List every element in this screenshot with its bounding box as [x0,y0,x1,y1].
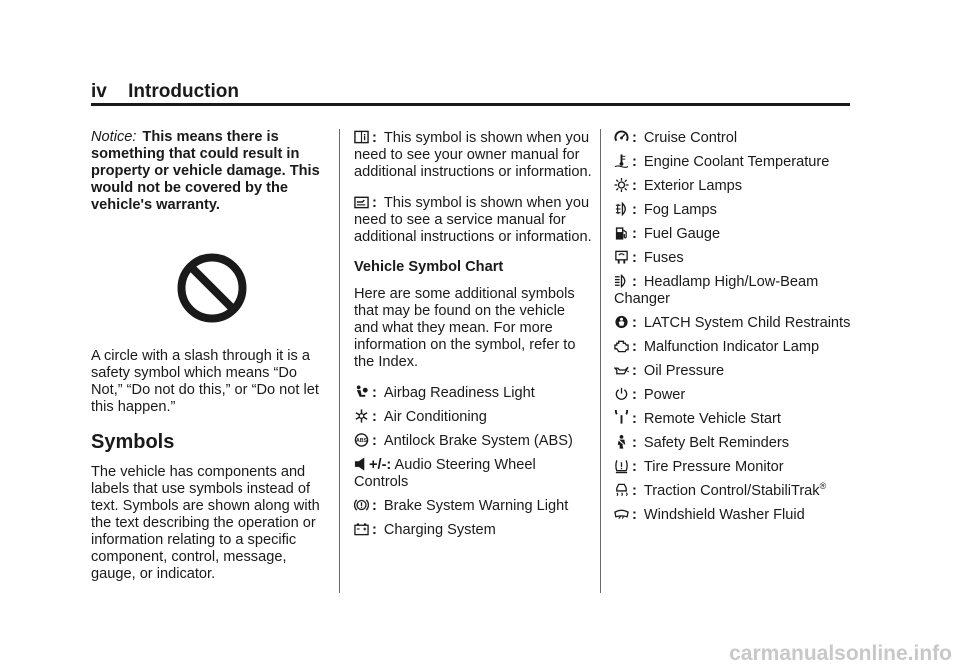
symbol-item: : Airbag Readiness Light [354,384,592,402]
seatbelt-icon [614,434,629,450]
column-3 [614,129,852,530]
tire-pressure-icon [614,458,629,474]
column-divider [339,129,340,593]
symbol-item: : Remote Vehicle Start [614,410,852,428]
symbol-item: : Exterior Lamps [614,177,852,195]
symbol-item: ABS : Antilock Brake System (ABS) [355,433,573,449]
service-manual-colon: : [372,195,377,211]
remote-start-icon [614,410,629,426]
oil-can-icon [614,362,629,378]
symbol-item: +/-: Audio Steering Wheel Controls [354,457,536,490]
snowflake-icon [354,408,369,424]
symbol-label: Airbag Readiness Light [383,385,535,401]
vehicle-symbol-chart-heading: Vehicle Symbol Chart [354,259,504,275]
fuse-icon [614,249,629,265]
symbol-label: Air Conditioning [383,409,487,425]
column-2 [354,129,592,545]
symbol-item: : Fog Lamps [614,201,852,219]
symbols-paragraph: The vehicle has components and labels that use symbols instead of text. Symbols are shown along with the text describing the operation or information relating to a specific component, control, message, gauge, or indicator. [91,464,320,582]
symbol-label: Fog Lamps [643,202,717,218]
traction-control-icon [614,482,629,498]
cruise-control-icon [614,129,629,145]
exterior-lamps-icon [614,177,629,193]
symbol-label: Fuel Gauge [643,226,721,242]
symbol-label: Traction Control/StabiliTrak [643,483,820,499]
symbol-label: Cruise Control [643,130,738,146]
battery-icon [354,521,369,537]
owner-manual-icon [354,129,369,145]
child-seat-icon [614,314,629,330]
symbol-item: : Fuel Gauge [614,225,852,243]
watermark: carmanualsonline.info [729,642,952,665]
service-manual-icon [354,194,369,210]
service-manual-paragraph [354,194,592,246]
symbol-item: : Traction Control/StabiliTrak® [614,482,852,500]
column-divider [600,129,601,593]
engine-icon [614,338,629,354]
notice-text: This means there is something that could result in property or vehicle damage. This would not be covered by the vehicle's warranty. [91,129,320,213]
symbol-item: : Safety Belt Reminders [614,434,852,452]
symbol-item: : Oil Pressure [614,362,852,380]
owner-manual-paragraph [354,129,592,181]
symbol-item: : Charging System [354,521,592,539]
fog-lamp-icon [614,201,629,217]
symbol-label: Remote Vehicle Start [643,411,781,427]
symbol-label: Antilock Brake System (ABS) [383,433,573,449]
speaker-icon [354,456,369,472]
symbol-item: : Headlamp High/Low-Beam Changer [614,274,819,307]
owner-manual-text: This symbol is shown when you need to see your owner manual for additional instructions or information. [354,130,592,180]
power-icon [614,386,629,402]
airbag-icon [354,384,369,400]
symbol-item: : Fuses [614,249,852,267]
symbol-label: Charging System [383,522,496,538]
coolant-temperature-icon [614,153,629,169]
chart-intro-paragraph: Here are some additional symbols that may be found on the vehicle and what they mean. For more information on the symbol, refer to the Index. [354,286,576,370]
symbol-item: : LATCH System Child Restraints [614,314,852,332]
fuel-pump-icon [614,225,629,241]
svg-text:ABS: ABS [355,438,368,445]
symbol-label: Exterior Lamps [643,178,743,194]
abs-icon [354,432,369,448]
symbol-item: : Air Conditioning [354,408,592,426]
symbols-heading: Symbols [91,431,175,453]
symbol-label: Windshield Washer Fluid [643,507,805,523]
symbol-label: Engine Coolant Temperature [643,154,830,170]
service-manual-text: This symbol is shown when you need to see a service manual for additional instructions or information. [354,195,592,245]
symbol-label: Fuses [643,250,684,266]
symbol-label: Safety Belt Reminders [643,435,790,451]
prohibition-icon [176,252,248,324]
brake-warning-icon [354,497,369,513]
washer-fluid-icon [614,506,629,522]
symbol-label: Malfunction Indicator Lamp [643,339,820,355]
symbol-label: Power [643,387,686,403]
column-1 [91,129,327,596]
symbol-label: LATCH System Child Restraints [643,315,851,331]
circle-slash-paragraph: A circle with a slash through it is a safety symbol which means “Do Not,” “Do not do this,” or “Do not let this happen.” [91,348,319,415]
symbol-item: : Tire Pressure Monitor [614,458,852,476]
notice-paragraph [91,129,327,214]
notice-label: Notice: [91,129,137,145]
section-title: Introduction [128,81,239,102]
symbol-label: Headlamp High/Low-Beam Changer [614,274,819,307]
symbol-label: Oil Pressure [643,363,725,379]
headlamp-beam-icon [614,273,629,289]
symbol-label: Audio Steering Wheel Controls [354,457,536,490]
symbol-item: : Power [614,386,852,404]
owner-manual-colon: : [372,130,377,146]
registered-mark: ® [819,481,827,492]
symbol-item: : Malfunction Indicator Lamp [614,338,852,356]
symbol-item: : Cruise Control [614,129,852,147]
header-rule [91,103,850,106]
page-header [91,81,239,103]
symbol-item: : Brake System Warning Light [354,497,592,515]
symbol-item: : Windshield Washer Fluid [614,506,852,524]
symbol-label: Tire Pressure Monitor [643,459,784,475]
symbol-label: Brake System Warning Light [383,498,569,514]
page-number: iv [91,81,107,102]
symbol-item: : Engine Coolant Temperature [614,153,852,171]
